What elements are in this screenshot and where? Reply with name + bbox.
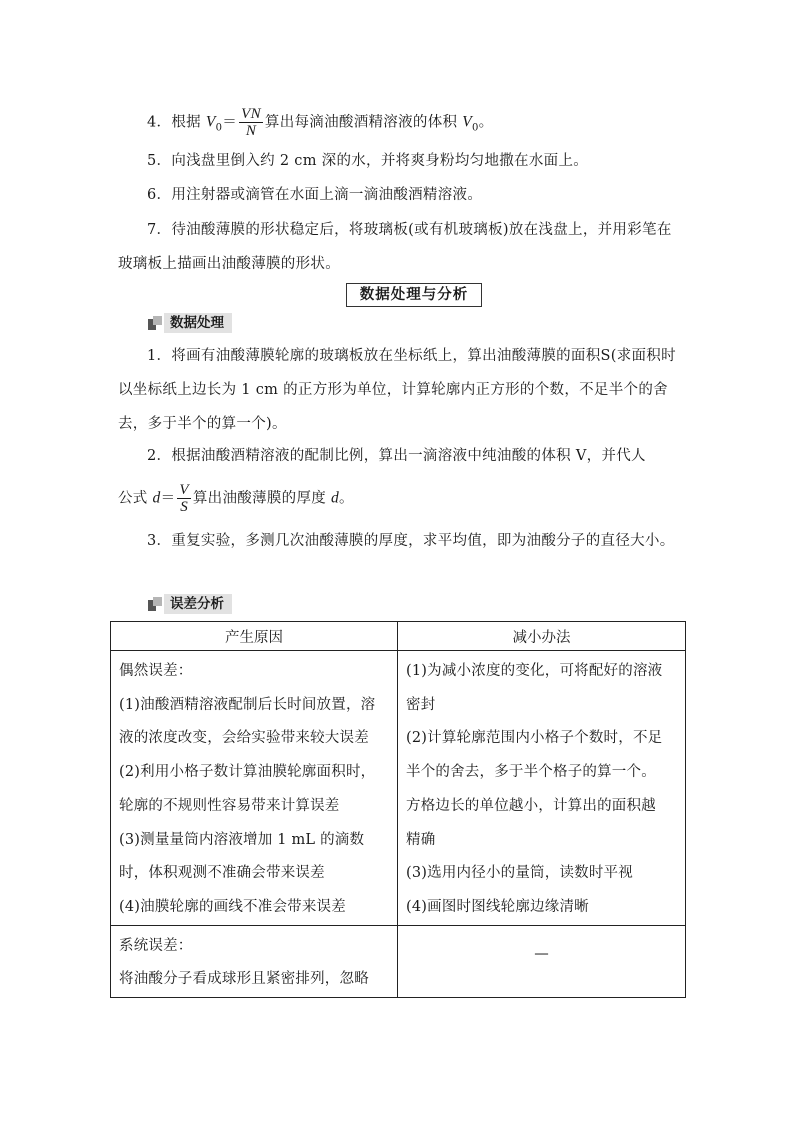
method-line: 方格边长的单位越小，计算出的面积越 xyxy=(406,797,656,814)
empty-dash: — xyxy=(534,945,549,962)
processing-paragraph-1: 1．将画有油酸薄膜轮廓的玻璃板放在坐标纸上，算出油酸薄膜的面积S(求面积时以坐标纸上边长为 1 cm 的正方形为单位，计算轮廓内正方形的个数，不足半个的舍去，多于半个的算一个)。 xyxy=(118,348,676,432)
fraction-vn-over-n xyxy=(239,106,263,139)
step-4-text-suffix: 算出每滴油酸酒精溶液的体积 xyxy=(264,114,463,131)
cause-line: 液的浓度改变，会给实验带来较大误差 xyxy=(119,730,369,747)
fraction-v-over-s xyxy=(177,482,190,515)
v0-subscript: 0 xyxy=(215,122,223,134)
formula-end: 。 xyxy=(339,490,354,507)
subheading-label: 数据处理 xyxy=(164,313,232,333)
cause-line: 偶然误差： xyxy=(119,663,193,679)
method-line: (2)计算轮廓范围内小格子个数时，不足 xyxy=(406,730,663,747)
error-analysis-table xyxy=(110,621,686,998)
step-5: 5．向浅盘里倒入约 2 cm 深的水，并将爽身粉均匀地撒在水面上。 xyxy=(147,153,589,169)
fraction-denominator-2: S xyxy=(180,499,189,515)
subheading-label-2: 误差分析 xyxy=(164,594,232,614)
table-row xyxy=(111,651,686,926)
cause-line: (1)油酸酒精溶液配制后长时间放置，溶 xyxy=(119,696,376,713)
method-line: 半个的舍去，多于半个格子的算一个。 xyxy=(406,764,656,781)
cause-line: 时，体积观测不准确会带来误差 xyxy=(119,865,325,882)
processing-paragraph-2-formula-line xyxy=(118,482,354,515)
v0-symbol: V xyxy=(205,113,216,131)
cause-line: (3)测量量筒内溶液增加 1 mL 的滴数 xyxy=(119,831,365,848)
d-symbol-2: d xyxy=(330,489,340,507)
cause-line: (4)油膜轮廓的画线不准会带来误差 xyxy=(119,898,346,915)
formula-suffix: 算出油酸薄膜的厚度 xyxy=(192,490,331,507)
method-line: 密封 xyxy=(406,696,436,713)
processing-paragraph-3: 3．重复实验，多测几次油酸薄膜的厚度，求平均值，即为油酸分子的直径大小。 xyxy=(147,533,675,549)
fraction-numerator-2: V xyxy=(179,482,189,498)
equals-sign: ＝ xyxy=(222,114,238,131)
cause-line: (2)利用小格子数计算油膜轮廓面积时， xyxy=(119,764,376,781)
v0-subscript-2: 0 xyxy=(471,122,479,134)
fraction-numerator: VN xyxy=(241,106,261,122)
cell-systematic-error-methods xyxy=(398,925,686,997)
cell-systematic-error-causes xyxy=(111,925,398,997)
method-line: (4)画图时图线轮廓边缘清晰 xyxy=(406,898,589,915)
header-method: 减小办法 xyxy=(398,622,686,651)
cell-random-error-causes xyxy=(111,651,398,926)
section-title-data-processing-analysis: 数据处理与分析 xyxy=(346,283,482,307)
step-4-text-prefix: 4．根据 xyxy=(147,114,206,131)
formula-prefix: 公式 xyxy=(118,490,153,507)
method-line: 精确 xyxy=(406,831,436,848)
cell-random-error-methods xyxy=(398,651,686,926)
processing-paragraph-2-line-1: 2．根据油酸酒精溶液的配制比例，算出一滴溶液中纯油酸的体积 V，并代人 xyxy=(147,448,646,464)
heading-marker-icon xyxy=(148,316,162,330)
step-4 xyxy=(147,106,493,139)
subheading-error-analysis xyxy=(148,594,232,614)
v0-symbol-2: V xyxy=(462,113,472,131)
cause-line: 系统误差： xyxy=(119,937,193,954)
table-header-row xyxy=(111,622,686,651)
header-cause: 产生原因 xyxy=(111,622,398,651)
d-symbol: d xyxy=(152,489,161,507)
table-row xyxy=(111,925,686,997)
method-line: (1)为减小浓度的变化，可将配好的溶液 xyxy=(406,663,663,679)
subheading-data-processing xyxy=(148,313,232,333)
fraction-denominator: N xyxy=(245,123,257,139)
step-4-end: 。 xyxy=(478,114,494,131)
cause-line: 轮廓的不规则性容易带来计算误差 xyxy=(119,797,340,814)
step-6: 6．用注射器或滴管在水面上滴一滴油酸酒精溶液。 xyxy=(147,187,483,203)
heading-marker-icon-2 xyxy=(148,597,162,611)
cause-line: 将油酸分子看成球形且紧密排列，忽略 xyxy=(119,971,369,988)
method-line: (3)选用内径小的量筒，读数时平视 xyxy=(406,865,633,882)
equals-sign-2: ＝ xyxy=(160,490,176,507)
step-7: 7．待油酸薄膜的形状稳定后，将玻璃板(或有机玻璃板)放在浅盘上，并用彩笔在玻璃板上描画出油酸薄膜的形状。 xyxy=(118,222,672,272)
